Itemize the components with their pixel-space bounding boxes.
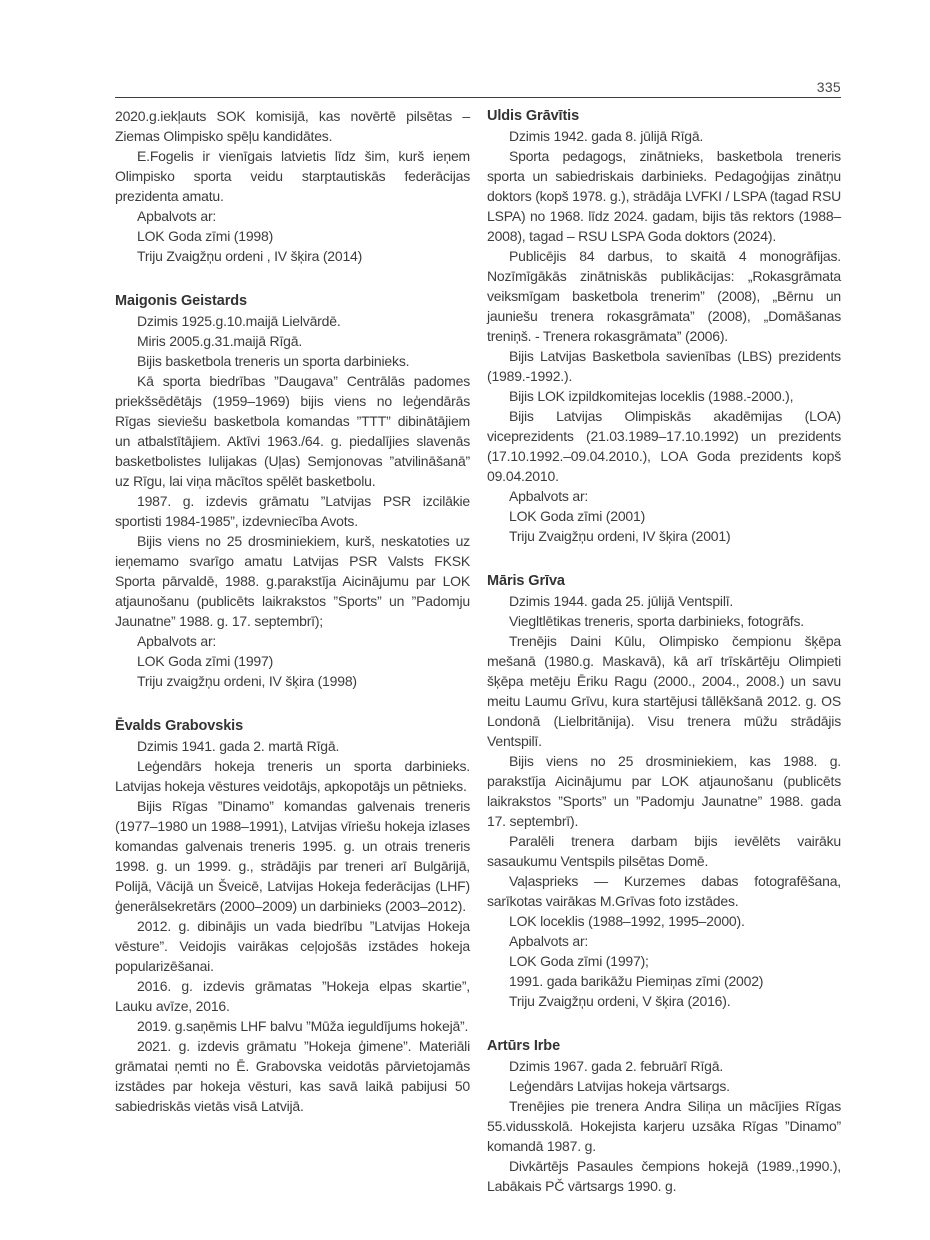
- paragraph: Trenējies pie trenera Andra Siliņa un mācījies Rīgas 55.vidusskolā. Hokejista karjeru uzsāka Rīgas ”Dinamo” komandā 1987. g.: [487, 1098, 841, 1154]
- paragraph: Apbalvots ar:: [137, 208, 217, 224]
- biography-section: [487, 571, 841, 1011]
- biography-section: [487, 106, 841, 546]
- paragraph: Bijis basketbola treneris un sporta darbinieks.: [137, 353, 410, 369]
- paragraph: 2019. g.saņēmis LHF balvu ”Mūža ieguldījums hokejā”.: [137, 1018, 469, 1034]
- paragraph: 1991. gada barikāžu Piemiņas zīmi (2002): [509, 973, 764, 989]
- paragraph: Publicējis 84 darbus, to skaitā 4 monogrāfijas. Nozīmīgākās zinātniskās publikācijas: „Rokasgrāmata veiksmīgam basketbola trenerim” (2008), „Bērnu un jauniešu trenera rokasgrāmata” (2008), „Domāšanas treniņš. - Trenera rokasgrāmata” (2006).: [487, 248, 841, 344]
- biography-section: [115, 106, 470, 266]
- paragraph: LOK Goda zīmi (1997);: [509, 953, 649, 969]
- paragraph: LOK Goda zīmi (1998): [137, 228, 274, 244]
- paragraph: Dzimis 1967. gada 2. februārī Rīgā.: [509, 1058, 724, 1074]
- paragraph: LOK loceklis (1988–1992, 1995–2000).: [509, 913, 745, 929]
- paragraph: Kā sporta biedrības ”Daugava” Centrālās padomes priekšsēdētājs (1959–1969) bijis viens no leģendārās Rīgas sieviešu basketbola komandas ”TTT” dibinātājiem un atbalstītājiem. Aktīvi 1963./64. g. piedalījies slavenās basketbolistes Iulijakas (Uļas) Semjonovas ”atvilināšanā” uz Rīgu, lai viņa mācītos spēlēt basketbolu.: [115, 373, 470, 489]
- page-number: 335: [816, 79, 841, 95]
- paragraph: Bijis Latvijas Olimpiskās akadēmijas (LOA) viceprezidents (21.03.1989–17.10.1992) un prezidents (17.10.1992.–09.04.2010.), LOA Goda prezidents kopš 09.04.2010.: [487, 408, 841, 484]
- paragraph: Miris 2005.g.31.maijā Rīgā.: [137, 333, 303, 349]
- paragraph: Vaļasprieks — Kurzemes dabas fotografēšana, sarīkotas vairākas M.Grīvas foto izstādes.: [487, 873, 841, 909]
- header-rule: [115, 97, 841, 98]
- paragraph: 2020.g.iekļauts SOK komisijā, kas novērtē pilsētas – Ziemas Olimpisko spēļu kandidātes.: [115, 108, 470, 144]
- paragraph: Trenējis Daini Kūlu, Olimpisko čempionu šķēpa mešanā (1980.g. Maskavā), kā arī trīskārtēju Olimpieti šķēpa metēju Ēriku Ragu (2000., 2004., 2008.) un savu meitu Laumu Grīvu, kura startējusi tāllēkšanā 2012. g. OS Londonā (Lielbritānija). Visu trenera mūžu strādājis Ventspilī.: [487, 633, 841, 749]
- right-column: [487, 106, 841, 1196]
- paragraph: Divkārtējs Pasaules čempions hokejā (1989.,1990.), Labākais PČ vārtsargs 1990. g.: [487, 1158, 841, 1194]
- paragraph: Apbalvots ar:: [509, 933, 589, 949]
- paragraph: Paralēli trenera darbam bijis ievēlēts vairāku sasaukumu Ventspils pilsētas Domē.: [487, 833, 841, 869]
- paragraph: Triju Zvaigžņu ordeni, IV šķira (2001): [509, 528, 731, 544]
- biography-section: [487, 1036, 841, 1196]
- paragraph: 2012. g. dibinājis un vada biedrību ”Latvijas Hokeja vēsture”. Veidojis vairākas ceļojošās izstādes hokeja popularizēšanai.: [115, 918, 470, 974]
- biography-section: [115, 716, 470, 1116]
- entry-name-heading: Maigonis Geistards: [115, 293, 247, 309]
- paragraph: 2016. g. izdevis grāmatas ”Hokeja elpas skartie”, Lauku avīze, 2016.: [115, 978, 470, 1014]
- paragraph: Bijis viens no 25 drosminiekiem, kas 1988. g. parakstīja Aicinājumu par LOK atjaunošanu (publicēts laikrakstos ”Sports” un ”Padomju Jaunatne” 1988. gada 17. septembrī).: [487, 753, 841, 829]
- paragraph: Leģendārs hokeja treneris un sporta darbinieks. Latvijas hokeja vēstures veidotājs, apkopotājs un pētnieks.: [115, 758, 470, 794]
- paragraph: LOK Goda zīmi (1997): [137, 653, 274, 669]
- paragraph: Dzimis 1941. gada 2. martā Rīgā.: [137, 738, 340, 754]
- paragraph: Bijis Rīgas ”Dinamo” komandas galvenais treneris (1977–1980 un 1988–1991), Latvijas vīriešu hokeja izlases komandas galvenais treneris 1995. g. un otrais treneris 1998. g. un 1999. g., strādājis par treneri arī Bulgārijā, Polijā, Vācijā un Šveicē, Latvijas Hokeja federācijas (LHF) ģenerālsekretārs (2000–2009) un darbinieks (2003–2012).: [115, 798, 470, 914]
- paragraph: Bijis viens no 25 drosminiekiem, kurš, neskatoties uz ieņemamo svarīgo amatu Latvijas PSR Valsts FKSK Sporta pārvaldē, 1988. g.parakstīja Aicinājumu par LOK atjaunošanu (publicēts laikrakstos ”Sports” un ”Padomju Jaunatne” 1988. g. 17. septembrī);: [115, 533, 470, 629]
- paragraph: Triju zvaigžņu ordeni, IV šķira (1998): [137, 673, 357, 689]
- paragraph: Leģendārs Latvijas hokeja vārtsargs.: [509, 1078, 730, 1094]
- paragraph: Bijis LOK izpildkomitejas loceklis (1988.-2000.),: [509, 388, 794, 404]
- entry-name-heading: Māris Grīva: [487, 573, 565, 589]
- paragraph: Apbalvots ar:: [509, 488, 589, 504]
- paragraph: Dzimis 1944. gada 25. jūlijā Ventspilī.: [509, 593, 734, 609]
- paragraph: Bijis Latvijas Basketbola savienības (LBS) prezidents (1989.-1992.).: [487, 348, 841, 384]
- entry-name-heading: Ēvalds Grabovskis: [115, 718, 244, 734]
- paragraph: Dzimis 1942. gada 8. jūlijā Rīgā.: [509, 128, 704, 144]
- left-column: [115, 106, 470, 1116]
- paragraph: Dzimis 1925.g.10.maijā Lielvārdē.: [137, 313, 341, 329]
- biography-section: [115, 291, 470, 691]
- paragraph: Viegltlētikas treneris, sporta darbinieks, fotogrāfs.: [509, 613, 804, 629]
- paragraph: Apbalvots ar:: [137, 633, 217, 649]
- paragraph: Triju Zvaigžņu ordeni , IV šķira (2014): [137, 248, 363, 264]
- paragraph: LOK Goda zīmi (2001): [509, 508, 646, 524]
- paragraph: Triju Zvaigžņu ordeni, V šķira (2016).: [509, 993, 731, 1009]
- entry-name-heading: Uldis Grāvītis: [487, 108, 580, 124]
- paragraph: E.Fogelis ir vienīgais latvietis līdz šim, kurš ieņem Olimpisko sporta veidu starptautiskās federācijas prezidenta amatu.: [115, 148, 470, 204]
- paragraph: 1987. g. izdevis grāmatu ”Latvijas PSR izcilākie sportisti 1984-1985”, izdevniecība Avots.: [115, 493, 470, 529]
- paragraph: 2021. g. izdevis grāmatu ”Hokeja ģimene”. Materiāli grāmatai ņemti no Ē. Grabovska veidotās pārvietojamās izstādes par hokeja vēsturi, kas savā laikā pabijusi 50 sabiedriskās vietās visā Latvijā.: [115, 1038, 470, 1114]
- paragraph: Sporta pedagogs, zinātnieks, basketbola treneris sporta un sabiedriskais darbinieks. Pedagoģijas zinātņu doktors (kopš 1978. g.), strādāja LVFKI / LSPA (tagad RSU LSPA) no 1968. līdz 2024. gadam, bijis tās rektors (1988–2008), tagad – RSU LSPA Goda doktors (2024).: [487, 148, 841, 244]
- entry-name-heading: Artūrs Irbe: [487, 1038, 561, 1054]
